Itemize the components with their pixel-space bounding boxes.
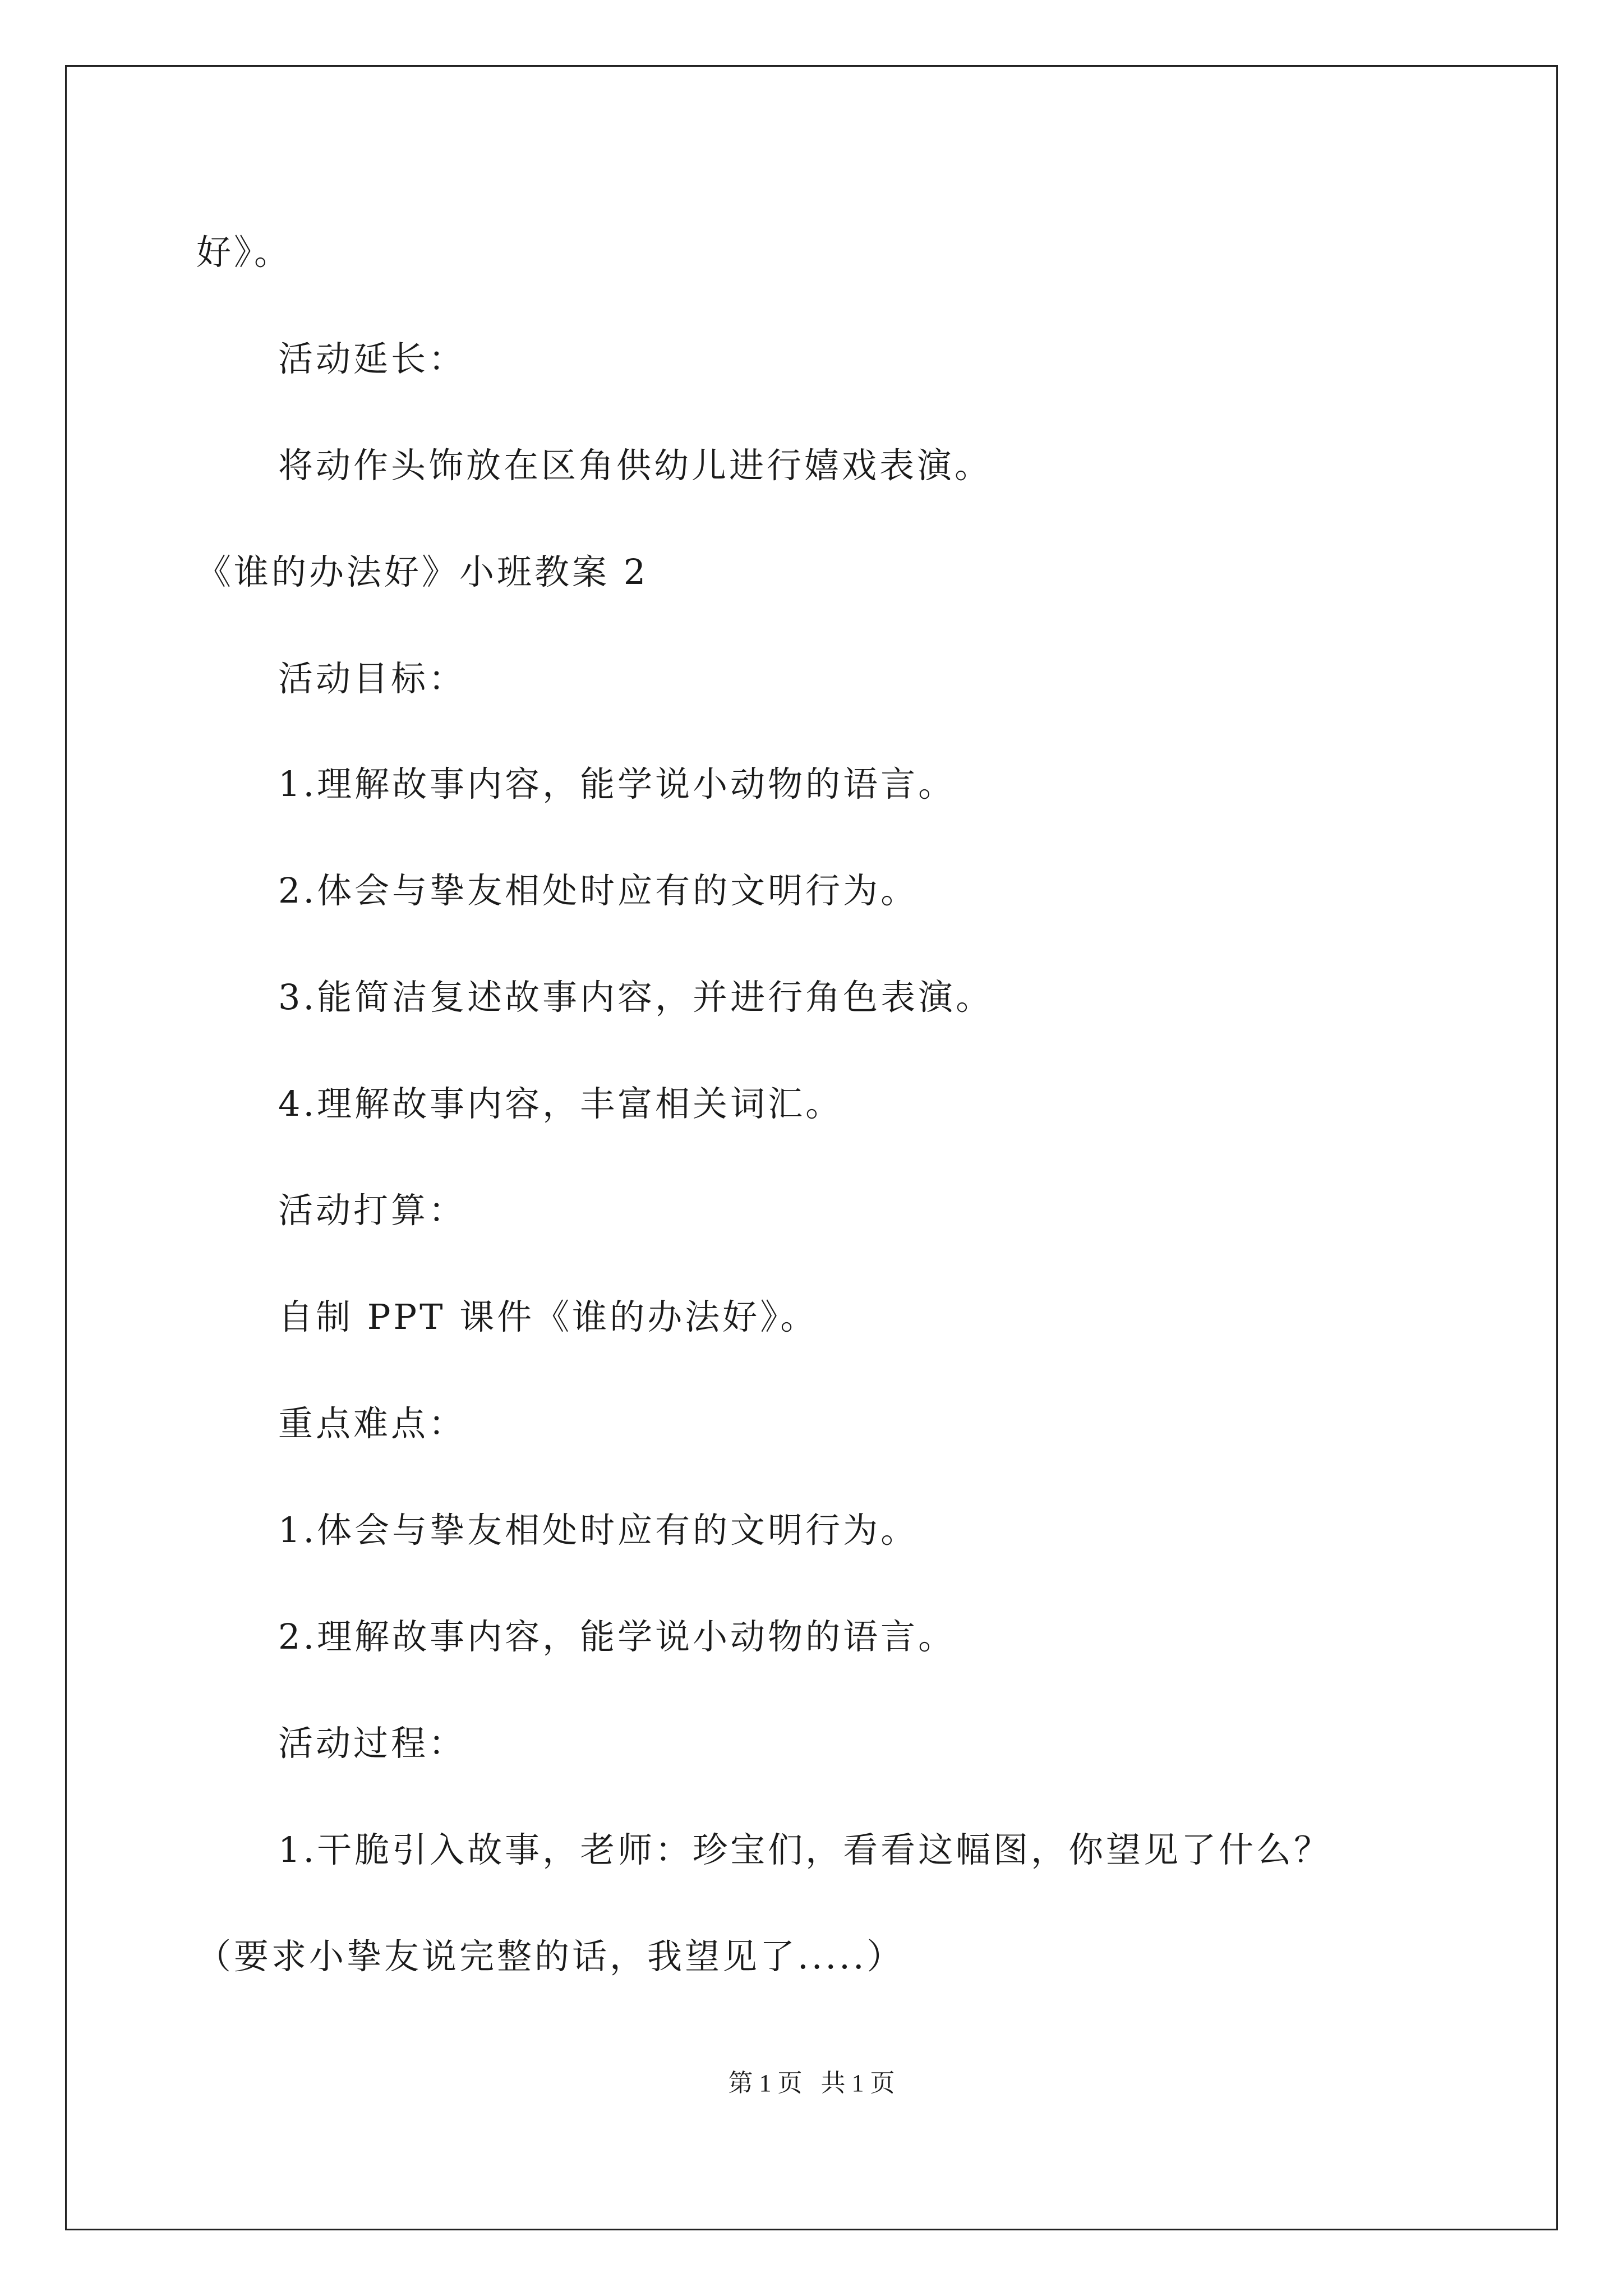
heading-activity-goals: 活动目标： — [278, 658, 467, 699]
text-line-continuation: 好》。 — [196, 232, 292, 273]
process-step-1: 1.干脆引入故事，老师：珍宝们，看看这幅图，你望见了什么？ — [278, 1829, 1332, 1870]
heading-activity-extension: 活动延长： — [278, 338, 467, 379]
key-point-item-1: 1.体会与挚友相处时应有的文明行为。 — [278, 1510, 919, 1550]
process-step-1-note: （要求小挚友说完整的话，我望见了.....） — [196, 1936, 905, 1977]
preparation-detail: 自制 PPT 课件《谁的办法好》。 — [278, 1296, 818, 1337]
goal-item-2: 2.体会与挚友相处时应有的文明行为。 — [278, 870, 919, 911]
page-number-footer: 第 1 页 共 1 页 — [728, 2069, 895, 2097]
lesson-title: 《谁的办法好》小班教案 2 — [196, 551, 649, 592]
goal-item-4: 4.理解故事内容，丰富相关词汇。 — [278, 1083, 843, 1124]
goal-item-3: 3.能简洁复述故事内容，并进行角色表演。 — [278, 977, 994, 1018]
page-border — [65, 65, 1558, 2230]
key-point-item-2: 2.理解故事内容，能学说小动物的语言。 — [278, 1616, 956, 1657]
goal-item-1: 1.理解故事内容，能学说小动物的语言。 — [278, 763, 956, 804]
text-line-extension-detail: 将动作头饰放在区角供幼儿进行嬉戏表演。 — [278, 445, 993, 486]
heading-activity-process: 活动过程： — [278, 1723, 467, 1764]
heading-key-points: 重点难点： — [278, 1403, 467, 1444]
heading-activity-preparation: 活动打算： — [278, 1190, 467, 1231]
